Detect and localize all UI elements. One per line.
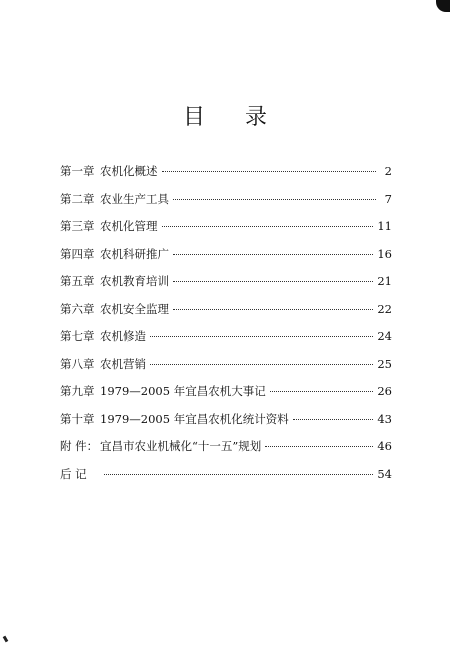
toc-label: 农机修造	[100, 329, 146, 343]
dot-leader	[265, 446, 373, 447]
toc-entry-7[interactable]	[60, 328, 392, 356]
toc-page-number: 26	[377, 384, 392, 398]
toc-entry-9[interactable]	[60, 383, 392, 411]
toc-page-number: 54	[377, 466, 392, 481]
title-char-1: 目	[182, 105, 205, 130]
toc-page-number: 43	[377, 411, 392, 426]
toc-chapter: 第三章	[60, 219, 95, 233]
toc-label: 1979—2005 年宜昌农机化统计资料	[100, 411, 289, 426]
toc-chapter: 第六章	[60, 301, 95, 316]
toc-label: 农机化概述	[100, 164, 158, 178]
toc-label: 宜昌市农业机械化“十一五”规划	[100, 439, 262, 453]
page-title	[0, 100, 450, 131]
toc-chapter: 第八章	[60, 356, 95, 371]
dot-leader	[173, 309, 373, 310]
dot-leader	[162, 171, 377, 172]
toc-chapter: 第七章	[60, 329, 95, 343]
toc-label: 农业生产工具	[100, 191, 169, 206]
toc-page-number: 21	[377, 274, 392, 288]
toc-entry-11[interactable]	[60, 438, 392, 466]
toc-chapter: 后 记	[60, 466, 87, 481]
toc-label: 农机化管理	[100, 219, 158, 233]
toc-entry-10[interactable]	[60, 411, 392, 439]
dot-leader	[173, 254, 373, 255]
toc-chapter: 第二章	[60, 191, 95, 206]
toc-chapter: 第十章	[60, 411, 95, 426]
dot-leader	[293, 419, 374, 420]
toc-page-number: 16	[377, 246, 392, 261]
toc-page-number: 24	[377, 329, 392, 343]
toc-label: 农机安全监理	[100, 301, 169, 316]
toc-page-number: 7	[384, 191, 392, 206]
toc-entry-12[interactable]	[60, 466, 392, 494]
dot-leader	[150, 336, 373, 337]
scan-speck	[3, 636, 9, 643]
toc-label: 农机教育培训	[100, 274, 169, 288]
toc-chapter: 第四章	[60, 246, 95, 261]
toc-entry-1[interactable]	[60, 163, 392, 191]
toc-entry-6[interactable]	[60, 301, 392, 329]
toc-page-number: 22	[377, 301, 392, 316]
dot-leader	[173, 199, 376, 200]
toc-page-number: 46	[377, 439, 392, 453]
toc-chapter: 第五章	[60, 274, 95, 288]
toc-label: 1979—2005 年宜昌农机大事记	[100, 384, 266, 398]
table-of-contents	[60, 163, 392, 493]
toc-entry-3[interactable]	[60, 218, 392, 246]
toc-entry-4[interactable]	[60, 246, 392, 274]
toc-chapter: 第一章	[60, 164, 95, 178]
toc-label: 农机科研推广	[100, 246, 169, 261]
toc-page-number: 2	[384, 164, 392, 178]
dot-leader	[162, 226, 374, 227]
dot-leader	[173, 281, 373, 282]
toc-chapter: 第九章	[60, 384, 95, 398]
dot-leader	[270, 391, 374, 392]
dot-leader	[104, 474, 373, 475]
toc-entry-2[interactable]	[60, 191, 392, 219]
scan-corner-mark	[436, 0, 450, 12]
toc-entry-8[interactable]	[60, 356, 392, 384]
toc-chapter: 附 件：	[60, 439, 99, 453]
toc-page-number: 11	[377, 219, 392, 233]
toc-entry-5[interactable]	[60, 273, 392, 301]
toc-label: 农机营销	[100, 356, 146, 371]
toc-page-number: 25	[377, 356, 392, 371]
title-char-2: 录	[245, 105, 268, 130]
dot-leader	[150, 364, 373, 365]
